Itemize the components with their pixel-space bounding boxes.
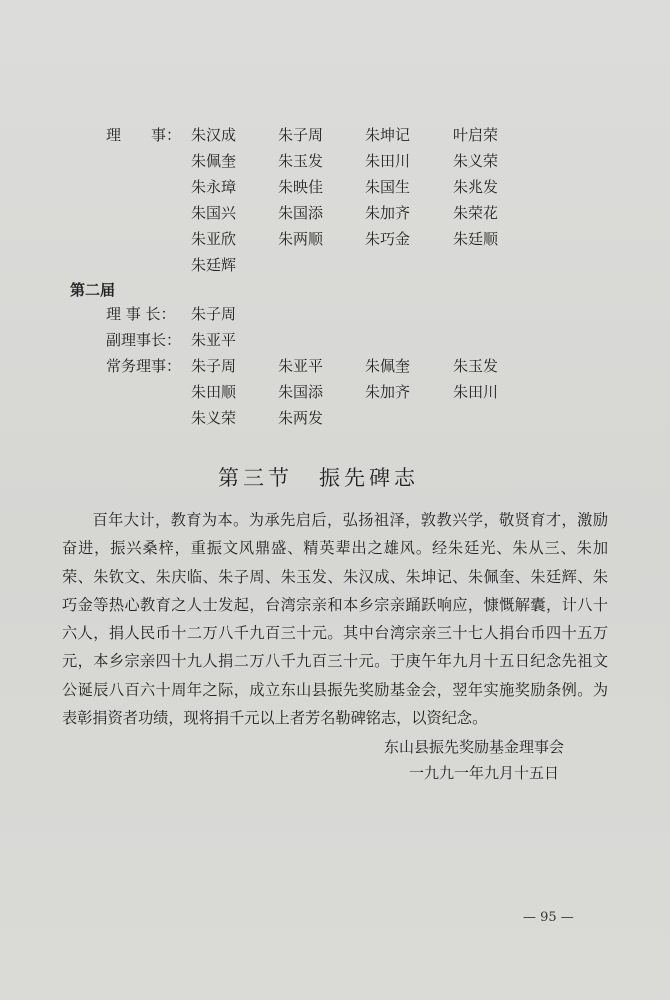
council-member-name: 朱巧金 bbox=[365, 230, 411, 248]
council-member-name: 朱两顺 bbox=[278, 230, 324, 248]
council-label: 理 事： bbox=[106, 126, 182, 144]
standing-member-name: 朱田顺 bbox=[191, 383, 237, 401]
section-number: 第三节 bbox=[218, 466, 293, 490]
section-name: 振先碑志 bbox=[319, 466, 419, 490]
council-member-name: 朱兆发 bbox=[453, 178, 499, 196]
standing-member-name: 朱亚平 bbox=[278, 357, 324, 375]
council-member-name: 朱子周 bbox=[278, 126, 324, 144]
council-member-name: 朱永璋 bbox=[191, 178, 237, 196]
chairman-name: 朱子周 bbox=[191, 305, 237, 323]
inscription-paragraph bbox=[62, 506, 608, 732]
council-member-name: 朱佩奎 bbox=[191, 152, 237, 170]
second-term-heading: 第二届 bbox=[70, 281, 116, 299]
standing-member-name: 朱国添 bbox=[278, 383, 324, 401]
council-member-name: 朱坤记 bbox=[365, 126, 411, 144]
council-member-name: 朱国生 bbox=[365, 178, 411, 196]
standing-member-name: 朱义荣 bbox=[191, 409, 237, 427]
vice-chairman-name: 朱亚平 bbox=[191, 331, 237, 349]
standing-member-name: 朱两发 bbox=[278, 409, 324, 427]
page-number: — 95 — bbox=[523, 910, 574, 925]
standing-member-name: 朱加齐 bbox=[365, 383, 411, 401]
council-member-name: 朱国兴 bbox=[191, 204, 237, 222]
vice-chairman-label: 副理事长： bbox=[106, 331, 182, 349]
standing-member-name: 朱子周 bbox=[191, 357, 237, 375]
council-member-name: 朱加齐 bbox=[365, 204, 411, 222]
council-member-name: 朱玉发 bbox=[278, 152, 324, 170]
council-member-name: 朱国添 bbox=[278, 204, 324, 222]
standing-member-name: 朱田川 bbox=[453, 383, 499, 401]
standing-member-name: 朱佩奎 bbox=[365, 357, 411, 375]
council-member-name: 朱义荣 bbox=[453, 152, 499, 170]
signature-date: 一九九一年九月十五日 bbox=[409, 764, 560, 782]
standing-council-label: 常务理事： bbox=[106, 357, 182, 375]
council-member-name: 朱廷顺 bbox=[453, 230, 499, 248]
council-member-name: 朱映佳 bbox=[278, 178, 324, 196]
council-member-name: 朱亚欣 bbox=[191, 230, 237, 248]
council-member-name: 朱廷辉 bbox=[191, 256, 237, 274]
council-member-name: 朱荣花 bbox=[453, 204, 499, 222]
council-member-name: 朱汉成 bbox=[191, 126, 237, 144]
council-member-name: 叶启荣 bbox=[453, 126, 499, 144]
section-title bbox=[218, 462, 419, 492]
chairman-label: 理 事 长： bbox=[106, 305, 176, 323]
standing-member-name: 朱玉发 bbox=[453, 357, 499, 375]
council-member-name: 朱田川 bbox=[365, 152, 411, 170]
signature-organization: 东山县振先奖励基金理事会 bbox=[384, 738, 565, 756]
paragraph-text: 百年大计，教育为本。为承先启后，弘扬祖泽，敦教兴学，敬贤育才，激励奋进，振兴桑梓，重振文风鼎盛、精英辈出之雄风。经朱廷光、朱从三、朱加荣、朱钦文、朱庆临、朱子周、朱玉发、朱汉成、朱坤记、朱佩奎、朱廷辉、朱巧金等热心教育之人士发起，台湾宗亲和本乡宗亲踊跃响应，慷慨解囊，计八十六人，捐人民币十二万八千九百三十元。其中台湾宗亲三十七人捐台币四十五万元，本乡宗亲四十九人捐二万八千九百三十元。于庚午年九月十五日纪念先祖文公诞辰八百六十周年之际，成立东山县振先奖励基金会，翌年实施奖励条例。为表彰捐资者功绩，现将捐千元以上者芳名勒碑铭志，以资纪念。 bbox=[62, 511, 608, 728]
